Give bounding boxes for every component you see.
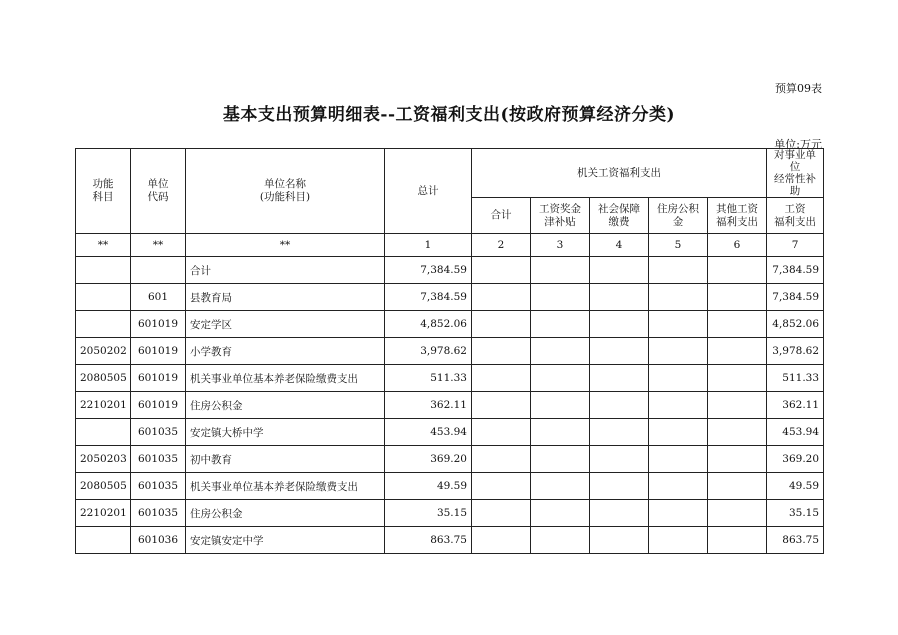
col7-cell: 453.94 (767, 419, 824, 446)
unit-label: 单位:万元 (774, 138, 822, 151)
table-header (76, 149, 824, 234)
func-code-cell (76, 284, 131, 311)
total-cell: 362.11 (385, 392, 472, 419)
col7-cell: 7,384.59 (767, 257, 824, 284)
col2-cell (472, 365, 531, 392)
table-row (76, 257, 824, 284)
col7-cell: 511.33 (767, 365, 824, 392)
unit-name-cell: 住房公积金 (186, 392, 385, 419)
col7-cell: 369.20 (767, 446, 824, 473)
unit-name-cell: 安定学区 (186, 311, 385, 338)
total-cell: 7,384.59 (385, 257, 472, 284)
func-code-cell: 2210201 (76, 392, 131, 419)
index-cell: 6 (708, 234, 767, 257)
col3-cell (531, 527, 590, 554)
unit-name-cell: 初中教育 (186, 446, 385, 473)
total-cell: 863.75 (385, 527, 472, 554)
col6-cell (708, 284, 767, 311)
col4-cell (590, 311, 649, 338)
col5-cell (649, 527, 708, 554)
col4-cell (590, 419, 649, 446)
col4-cell (590, 338, 649, 365)
total-cell: 369.20 (385, 446, 472, 473)
unit-name-cell: 机关事业单位基本养老保险缴费支出 (186, 365, 385, 392)
col5-cell (649, 311, 708, 338)
func-code-cell: 2080505 (76, 473, 131, 500)
table-row (76, 419, 824, 446)
col7-cell: 4,852.06 (767, 311, 824, 338)
table-row (76, 446, 824, 473)
col2-cell (472, 311, 531, 338)
unit-name-cell: 合计 (186, 257, 385, 284)
col2-cell (472, 284, 531, 311)
func-code-cell: 2050203 (76, 446, 131, 473)
header-sub-other-welfare: 其他工资 福利支出 (708, 198, 767, 234)
header-sub-wage-welfare: 工资 福利支出 (767, 198, 824, 234)
table-row (76, 338, 824, 365)
total-cell: 4,852.06 (385, 311, 472, 338)
index-cell: 7 (767, 234, 824, 257)
index-cell: 2 (472, 234, 531, 257)
index-cell: 5 (649, 234, 708, 257)
func-code-cell (76, 527, 131, 554)
table-body (76, 234, 824, 554)
col4-cell (590, 284, 649, 311)
total-cell: 49.59 (385, 473, 472, 500)
col7-cell: 49.59 (767, 473, 824, 500)
table-row (76, 473, 824, 500)
col6-cell (708, 365, 767, 392)
func-code-cell (76, 311, 131, 338)
col3-cell (531, 473, 590, 500)
col7-cell: 362.11 (767, 392, 824, 419)
col7-cell: 863.75 (767, 527, 824, 554)
unit-name-cell: 安定镇安定中学 (186, 527, 385, 554)
col6-cell (708, 473, 767, 500)
index-cell: ** (186, 234, 385, 257)
col5-cell (649, 473, 708, 500)
col7-cell: 3,978.62 (767, 338, 824, 365)
col6-cell (708, 338, 767, 365)
col6-cell (708, 527, 767, 554)
unit-code-cell: 601019 (131, 338, 186, 365)
col7-cell: 35.15 (767, 500, 824, 527)
col3-cell (531, 392, 590, 419)
total-cell: 453.94 (385, 419, 472, 446)
budget-table (75, 148, 824, 554)
col4-cell (590, 392, 649, 419)
unit-code-cell: 601035 (131, 473, 186, 500)
unit-code-cell: 601035 (131, 500, 186, 527)
col6-cell (708, 500, 767, 527)
col3-cell (531, 500, 590, 527)
index-cell: 4 (590, 234, 649, 257)
header-subsidy-group: 对事业单位 经常性补助 (767, 149, 824, 198)
col3-cell (531, 446, 590, 473)
col2-cell (472, 338, 531, 365)
col6-cell (708, 311, 767, 338)
header-total: 总计 (385, 149, 472, 234)
col4-cell (590, 446, 649, 473)
unit-name-cell: 小学教育 (186, 338, 385, 365)
unit-name-cell: 安定镇大桥中学 (186, 419, 385, 446)
table-row (76, 500, 824, 527)
header-sub-wage-bonus: 工资奖金 津补贴 (531, 198, 590, 234)
table-row (76, 365, 824, 392)
col2-cell (472, 500, 531, 527)
index-cell: 1 (385, 234, 472, 257)
form-number: 预算09表 (775, 82, 822, 95)
header-agency-wage-group: 机关工资福利支出 (472, 149, 767, 198)
col2-cell (472, 446, 531, 473)
col3-cell (531, 365, 590, 392)
col5-cell (649, 419, 708, 446)
func-code-cell: 2050202 (76, 338, 131, 365)
index-cell: ** (76, 234, 131, 257)
func-code-cell (76, 257, 131, 284)
unit-code-cell: 601036 (131, 527, 186, 554)
header-sub-housing-fund: 住房公积金 (649, 198, 708, 234)
col2-cell (472, 527, 531, 554)
total-cell: 511.33 (385, 365, 472, 392)
col4-cell (590, 257, 649, 284)
unit-code-cell: 601019 (131, 392, 186, 419)
total-cell: 3,978.62 (385, 338, 472, 365)
col2-cell (472, 419, 531, 446)
col4-cell (590, 500, 649, 527)
index-cell: 3 (531, 234, 590, 257)
col4-cell (590, 527, 649, 554)
col6-cell (708, 446, 767, 473)
col5-cell (649, 500, 708, 527)
header-sub-social-security: 社会保障 缴费 (590, 198, 649, 234)
col4-cell (590, 365, 649, 392)
col6-cell (708, 392, 767, 419)
unit-code-cell: 601035 (131, 419, 186, 446)
col5-cell (649, 338, 708, 365)
total-cell: 35.15 (385, 500, 472, 527)
unit-code-cell: 601019 (131, 311, 186, 338)
header-unit-code: 单位 代码 (131, 149, 186, 234)
func-code-cell: 2210201 (76, 500, 131, 527)
header-sub-total: 合计 (472, 198, 531, 234)
page-title: 基本支出预算明细表--工资福利支出(按政府预算经济分类) (222, 105, 676, 125)
unit-name-cell: 机关事业单位基本养老保险缴费支出 (186, 473, 385, 500)
col3-cell (531, 257, 590, 284)
header-unit-name: 单位名称 (功能科目) (186, 149, 385, 234)
col5-cell (649, 365, 708, 392)
table-row (76, 392, 824, 419)
col5-cell (649, 446, 708, 473)
func-code-cell (76, 419, 131, 446)
func-code-cell: 2080505 (76, 365, 131, 392)
unit-code-cell: 601 (131, 284, 186, 311)
header-func-code: 功能 科目 (76, 149, 131, 234)
col2-cell (472, 473, 531, 500)
col7-cell: 7,384.59 (767, 284, 824, 311)
col6-cell (708, 257, 767, 284)
col5-cell (649, 257, 708, 284)
col3-cell (531, 419, 590, 446)
col6-cell (708, 419, 767, 446)
col3-cell (531, 338, 590, 365)
col5-cell (649, 392, 708, 419)
unit-code-cell: 601019 (131, 365, 186, 392)
table-row (76, 284, 824, 311)
col2-cell (472, 257, 531, 284)
col4-cell (590, 473, 649, 500)
col2-cell (472, 392, 531, 419)
table-row (76, 527, 824, 554)
index-row (76, 234, 824, 257)
col5-cell (649, 284, 708, 311)
total-cell: 7,384.59 (385, 284, 472, 311)
col3-cell (531, 284, 590, 311)
unit-name-cell: 住房公积金 (186, 500, 385, 527)
unit-code-cell: 601035 (131, 446, 186, 473)
unit-name-cell: 县教育局 (186, 284, 385, 311)
col3-cell (531, 311, 590, 338)
index-cell: ** (131, 234, 186, 257)
unit-code-cell (131, 257, 186, 284)
table-row (76, 311, 824, 338)
